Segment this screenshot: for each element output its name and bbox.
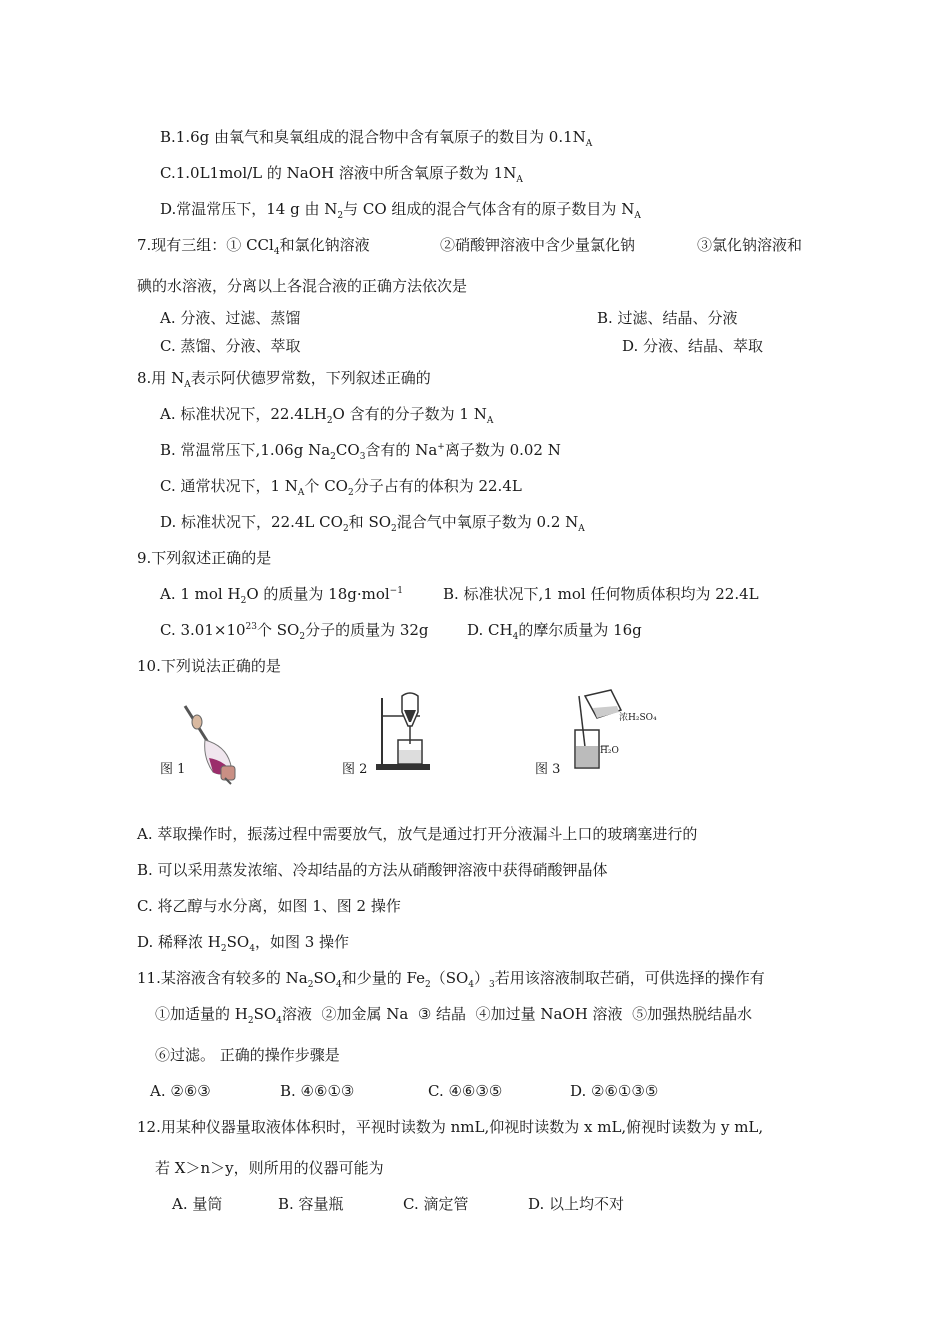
q12-stem-line2: 若 X＞n＞y，则所用的仪器可能为 [155, 1159, 384, 1177]
q8-option-c: C. 通常状况下，1 $N_A$个 $CO_2$分子占有的体积为 22.4L [160, 477, 522, 498]
q11-stem: 11.某溶液含有较多的 $Na_2SO_4$和少量的 $Fe_2(SO_4)_3$若用该溶液制取芒硝，可供选择的操作有 [137, 969, 765, 990]
figure-3-diluting-acid [565, 688, 665, 774]
figure-1-caption: 图 1 [160, 762, 186, 777]
q6-option-c: C.1.0L1mol/L 的 NaOH 溶液中所含氧原子数为 $1N_A$ [160, 164, 523, 185]
q12-option-a: A. 量筒 [172, 1195, 223, 1213]
q9-option-b: B. 标准状况下,1 mol 任何物质体积均为 22.4L [443, 585, 759, 603]
figure-3-water-label: H₂O [600, 746, 619, 756]
q11-option-a: A. ②⑥③ [150, 1082, 211, 1100]
q12-stem: 12.用某种仪器量取液体体积时，平视时读数为 nmL,仰视时读数为 x mL,俯视时读数为 y mL, [137, 1118, 764, 1136]
q12-option-b: B. 容量瓶 [278, 1195, 344, 1213]
q11-operations: ①加适量的 $H_2SO_4$溶液 ②加金属 Na ③ 结晶 ④加过量 NaOH 溶液 ⑤加强热脱结晶水 [155, 1005, 753, 1026]
figure-3-caption: 图 3 [535, 762, 561, 777]
figure-3-acid-label: 浓H₂SO₄ [619, 713, 657, 723]
q10-option-a: A. 萃取操作时，振荡过程中需要放气，放气是通过打开分液漏斗上口的玻璃塞进行的 [137, 825, 698, 843]
q9-option-d: D. $CH_4$的摩尔质量为 16g [467, 621, 642, 642]
q10-stem: 10.下列说法正确的是 [137, 657, 281, 675]
q6-option-d: D.常温常压下，14 g 由 $N_2$与 CO 组成的混合气体含有的原子数目为 $N_A$ [160, 200, 641, 221]
q10-option-b: B. 可以采用蒸发浓缩、冷却结晶的方法从硝酸钾溶液中获得硝酸钾晶体 [137, 861, 608, 879]
figure-2-caption: 图 2 [342, 762, 368, 777]
q9-option-a: A. 1 mol $H_2O$ 的质量为 18g·mol$^{-1}$ [160, 585, 403, 606]
q8-option-d: D. 标准状况下，22.4L $CO_2$和 $SO_2$混合气中氧原子数为 0.2 $N_A$ [160, 513, 585, 534]
q7-option-d: D. 分液、结晶、萃取 [622, 337, 764, 355]
q9-option-c: C. $3.01\times 10^{23}$个 $SO_2$分子的质量为 32g [160, 621, 429, 642]
q11-option-b: B. ④⑥①③ [280, 1082, 355, 1100]
q10-option-c: C. 将乙醇与水分离，如图 1、图 2 操作 [137, 897, 401, 915]
q6-option-b: B.1.6g 由氧气和臭氧组成的混合物中含有氧原子的数目为 $0.1N_A$ [160, 128, 593, 149]
figure-2-funnel-stand [372, 690, 434, 775]
q12-option-d: D. 以上均不对 [528, 1195, 625, 1213]
q11-option-d: D. ②⑥①③⑤ [570, 1082, 659, 1100]
q9-stem: 9.下列叙述正确的是 [137, 549, 272, 567]
q7-option-b: B. 过滤、结晶、分液 [597, 309, 738, 327]
q12-option-c: C. 滴定管 [403, 1195, 469, 1213]
q11-operations-line2: ⑥过滤。 正确的操作步骤是 [155, 1046, 340, 1064]
q7-option-a: A. 分液、过滤、蒸馏 [160, 309, 301, 327]
q7-stem-part3: ③氯化钠溶液和 [697, 236, 803, 254]
q7-stem-part2: ②硝酸钾溶液中含少量氯化钠 [440, 236, 636, 254]
q7-option-c: C. 蒸馏、分液、萃取 [160, 337, 301, 355]
q10-option-d: D. 稀释浓 $H_2SO_4$，如图 3 操作 [137, 933, 350, 954]
q7-stem-line2: 碘的水溶液，分离以上各混合液的正确方法依次是 [137, 277, 468, 295]
figure-1-shaking-funnel [175, 700, 245, 785]
q11-option-c: C. ④⑥③⑤ [428, 1082, 503, 1100]
q7-stem-part1: 7.现有三组：① CCl$_4$和氯化钠溶液 [137, 236, 370, 257]
q8-option-a: A. 标准状况下，$22.4LH_2O$ 含有的分子数为 1 $N_A$ [160, 405, 494, 426]
q8-option-b: B. 常温常压下,1.06g $Na_2CO_3$含有的 Na+离子数为 0.02 N [160, 441, 561, 462]
q8-stem: 8.用 $N_A$表示阿伏德罗常数，下列叙述正确的 [137, 369, 431, 390]
